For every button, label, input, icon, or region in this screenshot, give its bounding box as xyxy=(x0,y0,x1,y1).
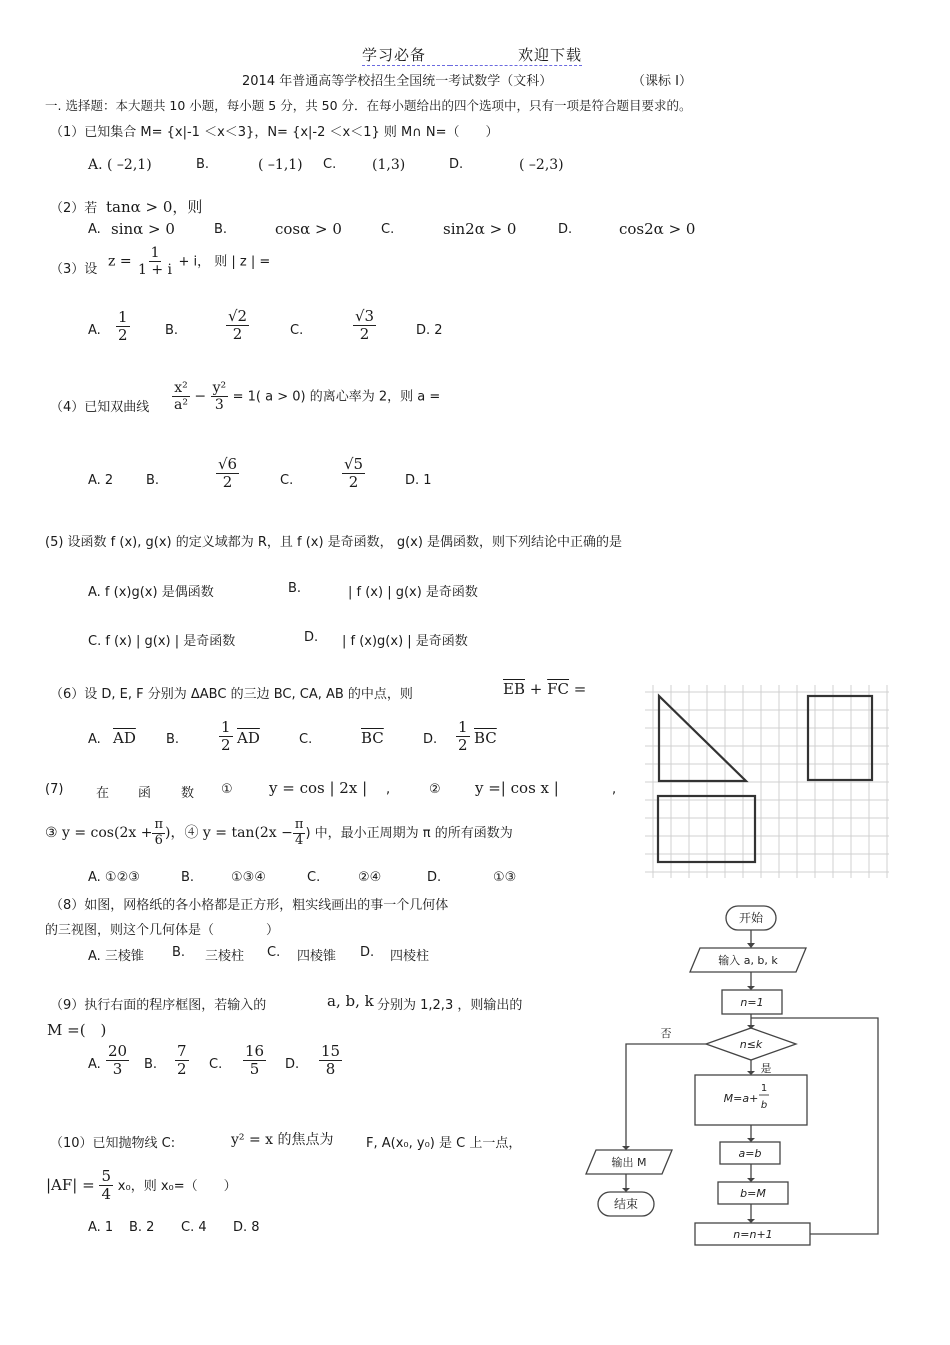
q8-opt-b: 三棱柱 xyxy=(205,949,245,964)
exam-tag: （课标 Ⅰ） xyxy=(632,74,692,89)
q10-opt-a: A. 1 xyxy=(88,1220,114,1235)
q2-stem: （2）若 xyxy=(50,201,98,216)
q4-opt-b-label: B. xyxy=(146,473,160,488)
q3-opt-a-label: A. xyxy=(88,323,101,338)
no-label: 否 xyxy=(660,1027,672,1040)
assign-m-num: 1 xyxy=(760,1083,768,1094)
end-text: 结束 xyxy=(613,1197,639,1211)
q9-opt-b: $\frac{7}{2}$ xyxy=(177,1042,187,1079)
q6-opt-d-label: D. xyxy=(423,732,438,747)
q9-vals: 分别为 1,2,3 ，则输出的 xyxy=(377,998,523,1013)
input-text: 输入 a, b, k xyxy=(718,954,778,967)
q10-af: |AF| = $\frac{5}{4}$ x₀，则 x₀=（ ） xyxy=(46,1167,237,1204)
q9-opt-c-label: C. xyxy=(209,1057,223,1072)
q7-opt-b: ①③④ xyxy=(231,870,266,885)
q8-line2: 的三视图，则这个几何体是（ ） xyxy=(45,923,280,938)
q7-comma-1: , xyxy=(386,782,391,797)
assign-b-text: b=M xyxy=(740,1187,766,1200)
q8-opt-c: 四棱锥 xyxy=(297,949,337,964)
q7-comma-2: , xyxy=(612,782,617,797)
q2-opt-d-label: D. xyxy=(558,222,573,237)
q2-opt-a-label: A. xyxy=(88,222,101,237)
q4-opt-b: $\frac{√6}{2}$ xyxy=(218,455,238,492)
q9-vars: a, b, k xyxy=(327,992,374,1010)
init-text: n=1 xyxy=(740,996,764,1009)
front-view-triangle xyxy=(659,696,746,781)
q9-opt-a: $\frac{20}{3}$ xyxy=(108,1042,128,1079)
q7-line2: ③ y = cos(2x + $\frac{\pi}{6}$ )，④ y = tan(2x − $\frac{\pi}{4}$ ) 中，最小正周期为 π 的所有函数为 xyxy=(45,817,513,848)
q10-opt-b: B. 2 xyxy=(129,1220,155,1235)
q3-stem: （3）设 xyxy=(50,262,98,277)
arrow-head xyxy=(747,943,755,948)
q5-stem: (5) 设函数 f (x), g(x) 的定义域都为 R，且 f (x) 是奇函数， g(x) 是偶函数，则下列结论中正确的是 xyxy=(45,535,623,550)
header-right: 欢迎下载 xyxy=(450,44,582,66)
q8-opt-c-label: C. xyxy=(267,945,281,960)
q7-opt-c: ②④ xyxy=(358,870,382,885)
loop-line xyxy=(751,1018,878,1234)
q10-eq: y² = x 的焦点为 xyxy=(231,1132,334,1148)
q3-z: z = xyxy=(108,253,132,270)
q2-opt-d: cos2α > 0 xyxy=(619,220,696,238)
header-left: 学习必备 xyxy=(362,44,450,66)
q9-line1: （9）执行右面的程序框图，若输入的 xyxy=(50,998,267,1013)
q6-opt-d-coef: $\frac{1}{2}$ xyxy=(458,718,468,755)
q9-opt-a-label: A. xyxy=(88,1057,101,1072)
q1-opt-c: (1,3) xyxy=(372,157,406,173)
yes-label: 是 xyxy=(760,1062,772,1075)
q1-opt-b: ( –1,1) xyxy=(258,157,303,173)
q4-stem: （4）已知双曲线 xyxy=(50,400,150,415)
three-view-figure xyxy=(645,685,889,878)
q1-opt-d-label: D. xyxy=(449,157,464,172)
q1-opt-b-label: B. xyxy=(196,157,210,172)
assign-m-text: M=a+ xyxy=(723,1092,759,1105)
q3-opt-c-label: C. xyxy=(290,323,304,338)
q7-number: (7) xyxy=(45,782,64,797)
q2-opt-c-label: C. xyxy=(381,222,395,237)
q7-func-2: y =| cos x | xyxy=(475,779,559,797)
q6-opt-a: $\overline{AD}$ xyxy=(113,729,136,747)
q7-opt-c-label: C. xyxy=(307,870,321,885)
q2-opt-a: sinα > 0 xyxy=(111,220,175,238)
q4-opt-a: A. 2 xyxy=(88,473,114,488)
exam-title: 2014 年普通高等学校招生全国统一考试数学（文科） xyxy=(242,74,553,89)
q2-opt-b-label: B. xyxy=(214,222,228,237)
q7-word-3: 数 xyxy=(181,786,195,801)
q9-opt-c: $\frac{16}{5}$ xyxy=(245,1042,265,1079)
q3-tail: + i， 则 | z | = xyxy=(178,254,271,270)
q3-fraction: $\frac{1}{1 + i}$ xyxy=(138,245,173,279)
flowchart xyxy=(578,900,888,1250)
q9-line2: M =( ) xyxy=(47,1021,107,1039)
q8-line1: （8）如图，网格纸的各小格都是正方形，粗实线画出的事一个几何体 xyxy=(50,898,449,913)
q6-opt-b-label: B. xyxy=(166,732,180,747)
q4-opt-c: $\frac{√5}{2}$ xyxy=(344,455,364,492)
q10-line1: （10）已知抛物线 C: xyxy=(50,1136,176,1151)
q6-stem: （6）设 D, E, F 分别为 ΔABC 的三边 BC, CA, AB 的中点，则 xyxy=(50,687,413,702)
q8-opt-b-label: B. xyxy=(172,945,186,960)
section-heading: 一. 选择题：本大题共 10 小题，每小题 5 分，共 50 分．在每小题给出的四个选项中，只有一项是符合题目要求的。 xyxy=(45,98,692,113)
q7-word-1: 在 xyxy=(96,786,110,801)
q1-stem: （1）已知集合 M= {x|-1 ＜x＜3}，N= {x|-2 ＜x＜1} 则 M∩ N=（ ） xyxy=(50,125,499,140)
q9-opt-d: $\frac{15}{8}$ xyxy=(321,1042,341,1079)
q7-func-1: y = cos | 2x | xyxy=(269,779,368,797)
q2-opt-c: sin2α > 0 xyxy=(443,220,517,238)
q3-opt-c: $\frac{√3}{2}$ xyxy=(355,307,375,344)
q4-tail: = 1( a > 0) 的离心率为 2，则 a = xyxy=(232,389,441,405)
q3-opt-b-label: B. xyxy=(165,323,179,338)
q10-point: F, A(x₀, y₀) 是 C 上一点， xyxy=(366,1136,522,1151)
q1-opt-c-label: C. xyxy=(323,157,337,172)
q6-opt-b: $\overline{AD}$ xyxy=(237,729,260,747)
q1-opt-d: ( –2,3) xyxy=(519,157,564,173)
q10-opt-c: C. 4 xyxy=(181,1220,207,1235)
q8-opt-d-label: D. xyxy=(360,945,375,960)
q10-opt-d: D. 8 xyxy=(233,1220,260,1235)
output-text: 输出 M xyxy=(611,1156,647,1169)
q7-mark-1: ① xyxy=(221,782,233,797)
q5-opt-d: | f (x)g(x) | 是奇函数 xyxy=(342,634,468,649)
q5-opt-b-label: B. xyxy=(288,581,302,596)
assign-m-den: b xyxy=(760,1100,768,1111)
q6-opt-d: $\overline{BC}$ xyxy=(474,729,497,747)
q5-opt-a: A. f (x)g(x) 是偶函数 xyxy=(88,585,214,600)
q6-opt-c-label: C. xyxy=(299,732,313,747)
q9-opt-b-label: B. xyxy=(144,1057,158,1072)
q7-mark-2: ② xyxy=(429,782,441,797)
q6-opt-c: $\overline{BC}$ xyxy=(361,729,384,747)
q7-opt-d: ①③ xyxy=(493,870,517,885)
q7-opt-d-label: D. xyxy=(427,870,442,885)
q4-opt-d: D. 1 xyxy=(405,473,432,488)
no-branch-line xyxy=(626,1044,706,1148)
q3-opt-d: D. 2 xyxy=(416,323,443,338)
assign-a-text: a=b xyxy=(738,1147,762,1160)
q9-opt-d-label: D. xyxy=(285,1057,300,1072)
incr-text: n=n+1 xyxy=(733,1228,773,1241)
q8-opt-d: 四棱柱 xyxy=(390,949,430,964)
q7-word-2: 函 xyxy=(138,786,152,801)
q4-equation: $\frac{\text{x²}}{\text{a²}}$ − $\frac{\text{y²}}{3}$ = 1( a > 0) 的离心率为 2，则 a = xyxy=(174,380,441,414)
q7-opt-a: A. ①②③ xyxy=(88,870,140,885)
q6-vector-sum: $\overline{EB} + \overline{FC}$ = xyxy=(503,680,587,698)
q3-expr xyxy=(108,245,270,278)
side-view-square xyxy=(808,696,872,780)
q2-opt-b: cosα > 0 xyxy=(275,220,342,238)
q5-opt-d-label: D. xyxy=(304,630,319,645)
q2-math: tanα > 0，则 xyxy=(106,198,203,216)
start-text: 开始 xyxy=(738,911,764,925)
q4-opt-c-label: C. xyxy=(280,473,294,488)
q3-opt-b: $\frac{√2}{2}$ xyxy=(228,307,248,344)
q7-opt-b-label: B. xyxy=(181,870,195,885)
q1-opt-a: A. ( –2,1) xyxy=(88,157,152,173)
q8-opt-a: A. 三棱锥 xyxy=(88,949,144,964)
q6-opt-a-label: A. xyxy=(88,732,101,747)
q5-opt-c: C. f (x) | g(x) | 是奇函数 xyxy=(88,634,236,649)
q3-opt-a: $\frac{1}{2}$ xyxy=(118,308,128,345)
q6-opt-b-coef: $\frac{1}{2}$ xyxy=(221,718,231,755)
cond-text: n≤k xyxy=(739,1038,763,1051)
q5-opt-b: | f (x) | g(x) 是奇函数 xyxy=(348,585,478,600)
